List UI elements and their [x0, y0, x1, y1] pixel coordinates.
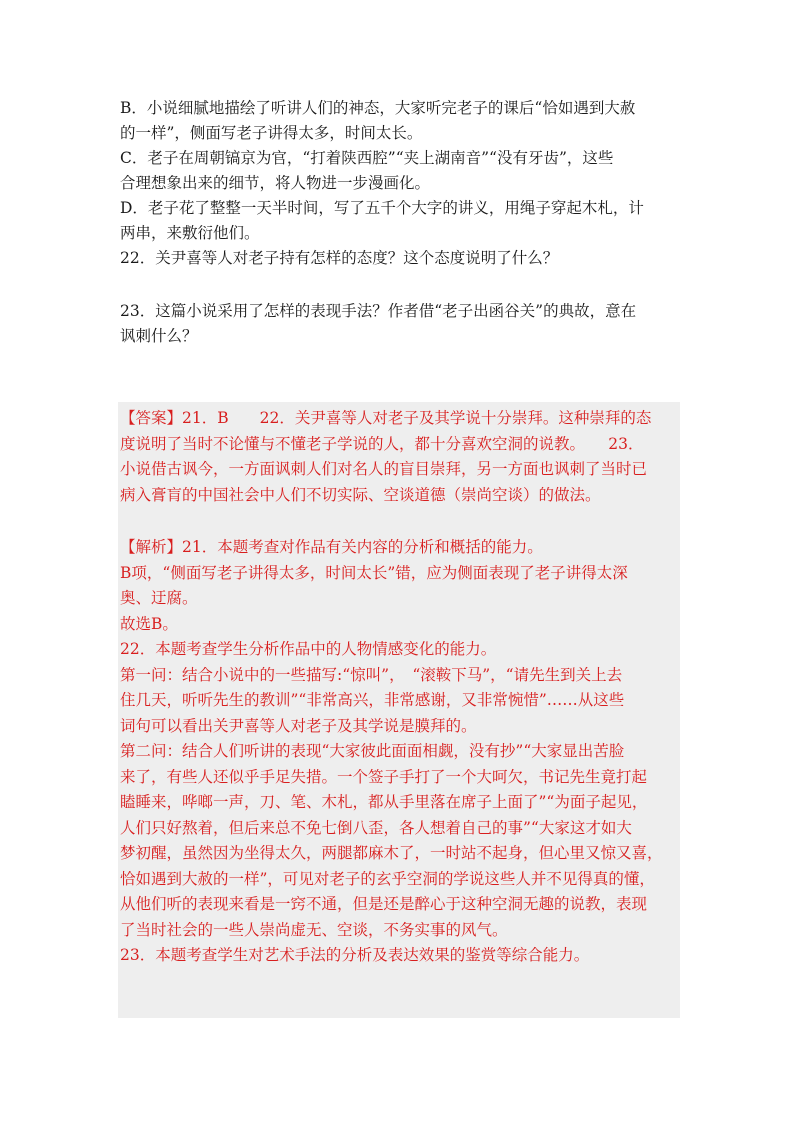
question-23-line-2: 讽刺什么？ [120, 327, 198, 345]
option-b-line-2: 的一样”，侧面写老子讲得太多，时间太长。 [120, 124, 423, 142]
answer-line-1: 【答案】21．B 22．关尹喜等人对老子及其学说十分崇拜。这种崇拜的态 [120, 409, 652, 427]
option-b-line-1: B．小说细腻地描绘了听讲人们的神态，大家听完老子的课后“恰如遇到大赦 [120, 99, 636, 117]
analysis-line-16: 了当时社会的一些人崇尚虚无、空谈，不务实事的风气。 [120, 920, 508, 939]
analysis-line-7: 住几天，听听先生的教训”“非常高兴，非常感谢，又非常惋惜”……从这些 [120, 691, 625, 709]
analysis-line-1: 【解析】21．本题考查对作品有关内容的分析和概括的能力。 [120, 538, 543, 556]
question-23-line-1: 23．这篇小说采用了怎样的表现手法？作者借“老子出函谷关”的典故，意在 [120, 302, 637, 320]
analysis-line-10: 来了，有些人还似乎手足失措。一个签子手打了一个大呵欠，书记先生竟打起 [120, 767, 648, 786]
option-c-line-1: C．老子在周朝镐京为官，“打着陕西腔”“夹上湖南音”“没有牙齿”，这些 [120, 149, 614, 167]
analysis-line-5: 22．本题考查学生分析作品中的人物情感变化的能力。 [120, 640, 497, 658]
analysis-line-13: 梦初醒，虽然因为坐得太久，两腿都麻木了，一时站不起身，但心里又惊又喜， [120, 844, 663, 862]
analysis-line-4: 故选B。 [120, 614, 178, 633]
question-block [120, 96, 680, 349]
analysis-line-17: 23．本题考查学生对艺术手法的分析及表达效果的鉴赏等综合能力。 [120, 946, 590, 964]
option-d-line-2: 两串，来敷衍他们。 [120, 224, 260, 242]
analysis-line-14: 恰如遇到大赦的一样”，可见对老子的玄乎空洞的学说这些人并不见得真的懂， [120, 869, 655, 888]
question-22: 22．关尹喜等人对老子持有怎样的态度？这个态度说明了什么？ [120, 249, 559, 267]
analysis-line-3: 奥、迂腐。 [120, 589, 198, 607]
answer-analysis-box [118, 402, 680, 1018]
answer-section [120, 406, 676, 969]
answer-line-2: 度说明了当时不论懂与不懂老子学说的人，都十分喜欢空洞的说教。 23． [120, 434, 644, 453]
answer-line-3: 小说借古讽今，一方面讽刺人们对名人的盲目崇拜，另一方面也讽刺了当时已 [120, 460, 648, 478]
analysis-line-8: 词句可以看出关尹喜等人对老子及其学说是膜拜的。 [120, 716, 477, 735]
analysis-line-2: B项，“侧面写老子讲得太多，时间太长”错，应为侧面表现了老子讲得太深 [120, 563, 628, 582]
analysis-line-11: 瞌睡来，哗啷一声，刀、笔、木札，都从手里落在席子上面了”“为面子起见， [120, 793, 648, 811]
analysis-line-6: 第一问：结合小说中的一些描写:“惊叫”， “滚鞍下马”，“请先生到关上去 [120, 665, 623, 684]
analysis-line-15: 从他们听的表现来看是一窍不通，但是还是醉心于这种空洞无趣的说教，表现 [120, 895, 648, 913]
answer-line-4: 病入膏肓的中国社会中人们不切实际、空谈道德（崇尚空谈）的做法。 [120, 485, 601, 504]
analysis-line-12: 人们只好熬着，但后来总不免七倒八歪，各人想着自己的事”“大家这才如大 [120, 818, 632, 837]
option-d-line-1: D．老子花了整整一天半时间，写了五千个大字的讲义，用绳子穿起木札，计 [120, 199, 644, 217]
option-c-line-2: 合理想象出来的细节，将人物进一步漫画化。 [120, 174, 431, 192]
analysis-line-9: 第二问：结合人们听讲的表现“大家彼此面面相觑，没有抄”“大家显出苦脸 [120, 742, 625, 760]
